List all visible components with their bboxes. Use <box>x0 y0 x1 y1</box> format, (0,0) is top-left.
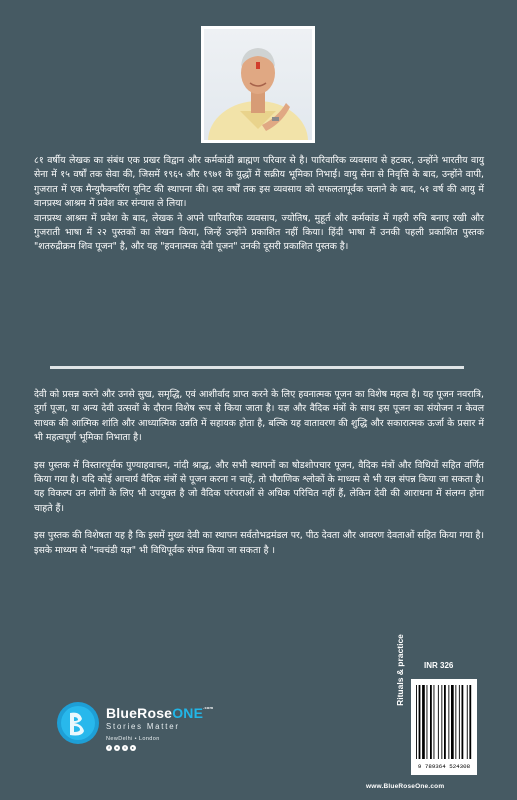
author-bio <box>34 154 484 255</box>
book-description <box>34 388 484 571</box>
publisher-cities: NewDelhi • London <box>106 736 160 742</box>
social-icons <box>106 745 213 751</box>
bio-paragraph: ८१ वर्षीय लेखक का संबंध एक प्रखर विद्वान और कर्मकांडी ब्राह्मण परिवार से है। पारिवारिक व्यवसाय से हटकर, उन्होंने भारतीय वायु सेना में १५ वर्षों तक सेवा की, जिसमें १९६५ और १९७१ के युद्धों में सक्रीय भूमिका निभाई। वायु सेना से निवृत्ति के बाद, उन्होंने वापी, गुजरात में एक मैन्युफैक्चरिंग यूनिट की स्थापना की। दस वर्षों तक इस व्यवसाय को सफलतापूर्वक चलाने के बाद, ५१ वर्ष की आयु में वानप्रस्थ आश्रम में प्रवेश कर संन्यास ले लिया। <box>34 155 484 210</box>
isbn-barcode <box>411 679 477 775</box>
publisher-name-one: ONE <box>172 705 204 721</box>
category-label: Rituals & practice <box>395 634 405 706</box>
publisher-tagline: Stories Matter <box>106 722 180 731</box>
description-paragraph: देवी को प्रसन्न करने और उनसे सुख, समृद्धि, एवं आशीर्वाद प्राप्त करने के लिए हवनात्मक पूजन का विशेष महत्व है। यह पूजन नवरात्रि, दुर्गा पूजा, या अन्य देवी उत्सवों के दौरान विशेष रूप से किया जाता है। यज्ञ और वैदिक मंत्रों के साथ इस पूजन का संयोजन न केवल साधक की आत्मिक शांति और आध्यात्मिक उन्नति में सहायक होता है, बल्कि यह वातावरण की शुद्धि और सकारात्मक ऊर्जा के प्रसार में भी महत्वपूर्ण भूमिका निभाता है। <box>34 389 484 444</box>
facebook-icon: f <box>106 745 112 751</box>
price-label: INR 326 <box>424 661 454 670</box>
author-photo <box>201 26 315 143</box>
isbn-digits: 9 789364 524308 <box>417 763 471 770</box>
description-paragraph: इस पुस्तक में विस्तारपूर्वक पुण्याहवाचन, नांदी श्राद्ध, और सभी स्थापनों का षोडशोपचार पूजन, वैदिक मंत्रों और विधियों सहित वर्णित किया गया है। यदि कोई आचार्य वैदिक मंत्रों से पूजन करना न चाहें, तो पौराणिक श्लोकों के माध्यम से भी यज्ञ संपन्न किया जा सकता है। यह विकल्प उन लोगों के लिए भी उपयुक्त है जो वैदिक परंपराओं से अधिक परिचित नहीं हैं, लेकिन देवी की आराधना में संलग्न होना चाहते हैं। <box>34 459 484 514</box>
bluerose-logo-icon <box>56 701 100 745</box>
publisher-website: www.BlueRoseOne.com <box>366 783 445 790</box>
barcode-bars <box>411 679 477 763</box>
author-portrait-image <box>204 29 312 140</box>
youtube-icon: ▸ <box>131 745 134 750</box>
publisher-name-com: .com <box>203 705 214 710</box>
description-paragraph: इस पुस्तक की विशेषता यह है कि इसमें मुख्य देवी का स्थापन सर्वतोभद्रमंडल पर, पीठ देवता और आवरण देवताओं सहित किया गया है। इसके माध्यम से "नवचंडी यज्ञ" भी विधिपूर्वक संपन्न किया जा सकता है । <box>34 530 484 556</box>
publisher-brand <box>106 705 213 751</box>
twitter-icon: t <box>122 745 128 751</box>
section-divider <box>50 366 464 369</box>
publisher-name-blue: BlueRose <box>106 705 173 721</box>
publisher-name <box>106 705 213 721</box>
bio-paragraph: वानप्रस्थ आश्रम में प्रवेश के बाद, लेखक ने अपने पारिवारिक व्यवसाय, ज्योतिष, मुहूर्त और कर्मकांड में गहरी रुचि बनाए रखी और गुजराती भाषा में २२ पुस्तकों का लेखन किया, जिन्हें उन्होंने प्रकाशित नहीं किया। हिंदी भाषा में उनकी पहली प्रकाशित पुस्तक "शतरुद्रीक्रम शिव पूजन" है, और यह "हवनात्मक देवी पूजन" उनकी दूसरी प्रकाशित पुस्तक है। <box>34 212 484 253</box>
instagram-icon: o <box>115 745 119 750</box>
